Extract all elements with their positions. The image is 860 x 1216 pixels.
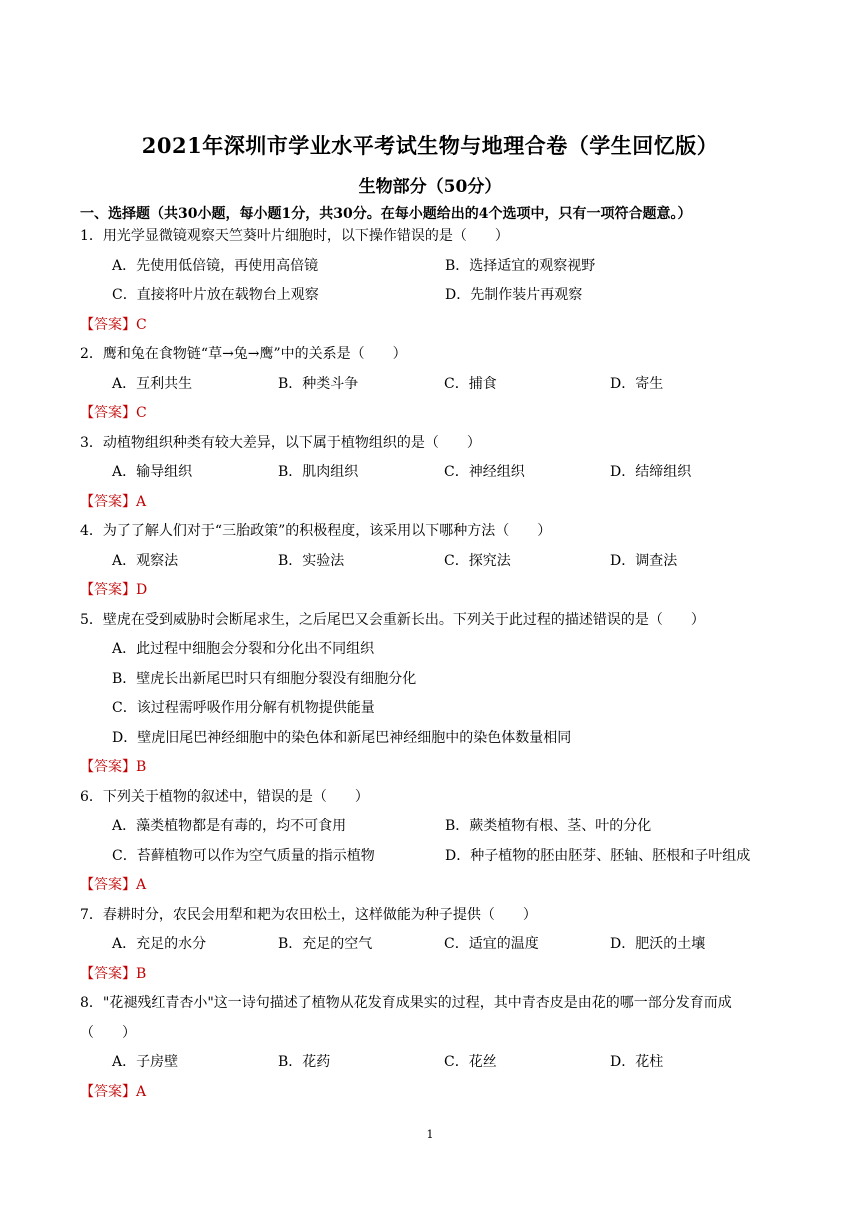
question-5 xyxy=(80,606,780,783)
option-d: D．种子植物的胚由胚芽、胚轴、胚根和子叶组成 xyxy=(445,847,751,864)
option-c: C．苔藓植物可以作为空气质量的指示植物 xyxy=(112,847,375,864)
option-row xyxy=(80,458,780,488)
question-stem: 2．鹰和兔在食物链“草→兔→鹰”中的关系是（ ） xyxy=(80,346,407,362)
answer-line xyxy=(80,488,780,518)
option-c: C．适宜的温度 xyxy=(444,936,539,952)
option-c: C．花丝 xyxy=(444,1054,497,1070)
option-a: A．先使用低倍镜，再使用高倍镜 xyxy=(112,257,319,274)
option-row xyxy=(80,635,780,665)
page-title: 2021年深圳市学业水平考试生物与地理合卷（学生回忆版） xyxy=(141,133,719,158)
option-b: B．充足的空气 xyxy=(278,936,373,952)
question-stem: 4．为了了解人们对于“三胎政策”的积极程度，该采用以下哪种方法（ ） xyxy=(80,523,552,539)
answer-label: 【答案】 xyxy=(80,877,136,893)
question-stem: 6．下列关于植物的叙述中，错误的是（ ） xyxy=(80,788,369,805)
question-8 xyxy=(80,989,780,1107)
answer-value: B xyxy=(136,759,147,775)
answer-line xyxy=(80,311,780,341)
option-row xyxy=(80,694,780,724)
option-row xyxy=(80,842,780,872)
question-1 xyxy=(80,222,780,340)
option-c: C．直接将叶片放在载物台上观察 xyxy=(112,287,319,303)
option-a: A．输导组织 xyxy=(112,464,193,480)
option-a: A．互利共生 xyxy=(112,375,193,392)
question-list xyxy=(80,222,780,1107)
answer-value: C xyxy=(136,405,147,421)
option-a: A．观察法 xyxy=(112,552,179,569)
option-c: C．捕食 xyxy=(444,375,497,392)
question-2 xyxy=(80,340,780,429)
option-d: D．花柱 xyxy=(610,1054,664,1070)
option-b: B．壁虎长出新尾巴时只有细胞分裂没有细胞分化 xyxy=(112,670,417,687)
option-a: A．藻类植物都是有毒的，均不可食用 xyxy=(112,818,347,834)
question-stem: 7．春耕时分，农民会用犁和耙为农田松土，这样做能为种子提供（ ） xyxy=(80,906,537,923)
option-b: B．实验法 xyxy=(278,552,345,569)
option-a: A．子房壁 xyxy=(112,1054,179,1070)
answer-line xyxy=(80,960,780,990)
option-c: C．探究法 xyxy=(444,552,511,569)
question-4 xyxy=(80,517,780,606)
option-d: D．寄生 xyxy=(610,375,664,392)
answer-line xyxy=(80,871,780,901)
answer-label: 【答案】 xyxy=(80,405,136,421)
answer-value: C xyxy=(136,316,147,333)
option-row xyxy=(80,812,780,842)
question-3 xyxy=(80,429,780,518)
answer-label: 【答案】 xyxy=(80,1083,136,1100)
question-7 xyxy=(80,901,780,990)
option-row xyxy=(80,1048,780,1078)
question-6 xyxy=(80,783,780,901)
option-b: B．肌肉组织 xyxy=(278,464,359,480)
answer-label: 【答案】 xyxy=(80,759,136,775)
answer-label: 【答案】 xyxy=(80,316,136,333)
option-row xyxy=(80,547,780,577)
option-row xyxy=(80,370,780,400)
option-c: C．神经组织 xyxy=(444,464,525,480)
section-heading: 一、选择题（共30小题，每小题1分，共30分。在每小题给出的4个选项中，只有一项符合题意。） xyxy=(80,206,692,222)
option-row xyxy=(80,281,780,311)
option-row xyxy=(80,252,780,282)
answer-label: 【答案】 xyxy=(80,493,136,510)
answer-value: B xyxy=(136,965,147,982)
page-subtitle: 生物部分（50分） xyxy=(358,177,502,197)
option-c: C．该过程需呼吸作用分解有机物提供能量 xyxy=(112,700,375,716)
option-d: D．肥沃的土壤 xyxy=(610,936,706,952)
option-a: A．充足的水分 xyxy=(112,936,207,952)
answer-value: A xyxy=(136,877,147,893)
option-b: B．花药 xyxy=(278,1054,331,1070)
answer-line xyxy=(80,753,780,783)
option-d: D．先制作装片再观察 xyxy=(445,287,583,303)
option-row xyxy=(80,930,780,960)
answer-value: A xyxy=(136,1083,147,1100)
option-a: A．此过程中细胞会分裂和分化出不同组织 xyxy=(112,641,375,657)
page-number: 1 xyxy=(426,1128,434,1141)
question-stem: 5．壁虎在受到威胁时会断尾求生，之后尾巴又会重新长出。下列关于此过程的描述错误的是（ ） xyxy=(80,611,705,628)
answer-value: A xyxy=(136,493,147,510)
answer-label: 【答案】 xyxy=(80,582,136,598)
option-row xyxy=(80,724,780,754)
question-stem-continued: （ ） xyxy=(80,1024,136,1041)
option-d: D．壁虎旧尾巴神经细胞中的染色体和新尾巴神经细胞中的染色体数量相同 xyxy=(112,729,572,746)
question-stem: 1．用光学显微镜观察天竺葵叶片细胞时，以下操作错误的是（ ） xyxy=(80,228,509,244)
answer-line xyxy=(80,399,780,429)
option-b: B．蕨类植物有根、茎、叶的分化 xyxy=(445,818,652,834)
answer-label: 【答案】 xyxy=(80,965,136,982)
question-stem: 3．动植物组织种类有较大差异，以下属于植物组织的是（ ） xyxy=(80,434,481,451)
answer-line xyxy=(80,1078,780,1108)
option-d: D．结缔组织 xyxy=(610,464,692,480)
question-stem: 8．"花褪残红青杏小"这一诗句描述了植物从花发育成果实的过程，其中青杏皮是由花的哪一部分发育而成 xyxy=(80,995,732,1011)
option-d: D．调查法 xyxy=(610,552,678,569)
option-b: B．种类斗争 xyxy=(278,375,359,392)
option-row xyxy=(80,665,780,695)
answer-value: D xyxy=(136,582,148,598)
option-b: B．选择适宜的观察视野 xyxy=(445,257,596,274)
answer-line xyxy=(80,576,780,606)
